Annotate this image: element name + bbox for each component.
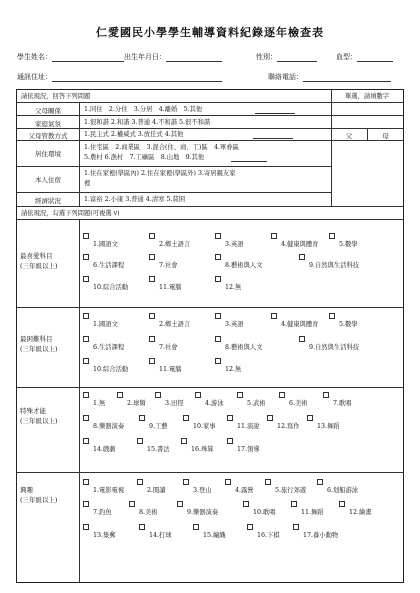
parenting-style-blank[interactable]: [253, 131, 293, 139]
option-checkbox[interactable]: [215, 313, 221, 319]
student-name-row: [17, 52, 222, 62]
option-label: 1.無: [93, 400, 106, 407]
option-checkbox[interactable]: [225, 479, 231, 485]
phone-label: 聯絡電話：: [268, 73, 303, 81]
parents-relationship-blank[interactable]: [255, 106, 295, 114]
option-label: 10.家事: [193, 423, 216, 430]
option-checkbox[interactable]: [149, 313, 155, 319]
option-label: 3.登山: [193, 487, 212, 494]
option-label: 6.划船游泳: [327, 487, 359, 494]
living-environment-options-1: 1.住宅區 2.商業區 3.混合(住、商、工)區 4.軍眷區: [84, 144, 239, 151]
living-environment-label: 居住環境: [35, 150, 61, 158]
phone-row: [268, 72, 391, 82]
economic-status-options: 1.富裕 2.小康 3.普通 4.清寒 5.貧困: [84, 196, 186, 203]
option-checkbox[interactable]: [83, 313, 89, 319]
option-label: 6.美術: [289, 400, 308, 407]
option-checkbox[interactable]: [193, 524, 199, 530]
hobby-title: 興趣: [20, 486, 33, 494]
address-label: 通訊住址：: [17, 73, 52, 81]
option-label: 4.露營: [235, 487, 254, 494]
special-talent-label: [20, 407, 58, 427]
option-checkbox[interactable]: [177, 501, 183, 507]
option-checkbox[interactable]: [149, 358, 155, 364]
option-checkbox[interactable]: [265, 479, 271, 485]
gender-field[interactable]: [277, 54, 317, 62]
option-label: 3.田徑: [165, 400, 184, 407]
hobby-grade: (三年級以上): [20, 495, 58, 504]
option-checkbox[interactable]: [307, 415, 313, 421]
option-checkbox[interactable]: [139, 415, 145, 421]
option-label: 7.釣魚: [93, 509, 112, 516]
option-label: 15.編織: [203, 532, 226, 539]
option-checkbox[interactable]: [215, 358, 221, 364]
option-checkbox[interactable]: [117, 392, 123, 398]
accommodation-options-2: 裡: [84, 180, 91, 187]
option-checkbox[interactable]: [183, 479, 189, 485]
option-label: 3.英語: [225, 241, 244, 248]
option-label: 9.自然與生活科技: [309, 344, 360, 351]
option-label: 16.下棋: [257, 532, 280, 539]
option-label: 10.綜合活動: [93, 366, 129, 373]
option-checkbox[interactable]: [83, 479, 89, 485]
option-checkbox[interactable]: [215, 254, 221, 260]
address-field[interactable]: [52, 74, 222, 82]
family-section-title: 請依現況，回答下列問題: [21, 93, 91, 100]
option-label: 7.社會: [159, 344, 178, 351]
living-environment-blank[interactable]: [231, 154, 267, 162]
option-label: 5.武術: [247, 400, 266, 407]
option-checkbox[interactable]: [227, 415, 233, 421]
option-label: 10.歌唱: [253, 509, 276, 516]
option-checkbox[interactable]: [139, 524, 145, 530]
parenting-style-label: 父母管教方式: [28, 132, 68, 140]
option-label: 1.國語文: [93, 321, 118, 328]
favorite-subject-grade: (三年級以上): [20, 261, 58, 270]
option-checkbox[interactable]: [137, 479, 143, 485]
parenting-style-options: 1.民主式 2.權威式 3.放任式 4.其他: [84, 131, 184, 138]
option-checkbox[interactable]: [83, 336, 89, 342]
option-checkbox[interactable]: [183, 415, 189, 421]
option-label: 11.舞蹈: [301, 509, 324, 516]
birth-date-label: 出生年月日：: [124, 53, 166, 61]
blood-type-field[interactable]: [357, 54, 393, 62]
option-label: 13.舞蹈: [317, 423, 340, 430]
special-talent-title: 特殊才能: [20, 407, 46, 415]
option-checkbox[interactable]: [293, 524, 299, 530]
favorite-subject-label: [20, 252, 58, 272]
address-row: [17, 72, 222, 82]
phone-field[interactable]: [303, 74, 391, 82]
living-environment-options-2: 5.農村 6.漁村 7.工礦區 8.山地 9.其他: [84, 154, 205, 161]
option-label: 14.打球: [149, 532, 172, 539]
option-label: 5.數學: [339, 321, 358, 328]
difficult-subject-grade: (三年級以上): [20, 344, 58, 353]
option-checkbox[interactable]: [329, 233, 335, 239]
option-label: 12.繪畫: [349, 509, 372, 516]
option-checkbox[interactable]: [149, 336, 155, 342]
option-checkbox[interactable]: [299, 254, 305, 260]
option-label: 2.球類: [127, 400, 146, 407]
option-checkbox[interactable]: [299, 336, 305, 342]
option-label: 14.戲劇: [93, 446, 116, 453]
option-label: 2.鄉土語言: [159, 241, 191, 248]
option-checkbox[interactable]: [317, 479, 323, 485]
option-checkbox[interactable]: [181, 438, 187, 444]
option-checkbox[interactable]: [83, 438, 89, 444]
father-label: 父: [345, 132, 353, 140]
option-label: 8.藝術與人文: [225, 344, 263, 351]
family-atmosphere-label: 家庭氣氛: [35, 120, 61, 128]
difficult-subject-label: [20, 335, 58, 355]
option-label: 2.鄉土語言: [159, 321, 191, 328]
single-choice-note: 單選，請填數字: [345, 93, 390, 100]
option-checkbox[interactable]: [215, 276, 221, 282]
option-checkbox[interactable]: [129, 501, 135, 507]
option-label: 15.書法: [147, 446, 170, 453]
option-label: 5.旅行郊遊: [275, 487, 307, 494]
economic-status-label: 經濟狀況: [35, 197, 61, 205]
special-talent-grade: (三年級以上): [20, 416, 58, 425]
option-label: 10.綜合活動: [93, 284, 129, 291]
option-checkbox[interactable]: [271, 313, 277, 319]
option-label: 9.樂器演奏: [187, 509, 219, 516]
form-table: [16, 89, 404, 583]
option-checkbox[interactable]: [83, 233, 89, 239]
option-checkbox[interactable]: [83, 524, 89, 530]
option-checkbox[interactable]: [291, 501, 297, 507]
option-label: 9.工藝: [149, 423, 168, 430]
option-label: 1.國語文: [93, 241, 118, 248]
option-label: 12.寫作: [277, 423, 300, 430]
option-label: 17.養小動物: [303, 532, 339, 539]
parents-relationship-label: 父母關係: [35, 107, 61, 115]
option-label: 4.健康與體育: [281, 321, 319, 328]
option-checkbox[interactable]: [227, 438, 233, 444]
option-checkbox[interactable]: [149, 233, 155, 239]
option-checkbox[interactable]: [83, 415, 89, 421]
option-checkbox[interactable]: [155, 392, 161, 398]
option-checkbox[interactable]: [83, 358, 89, 364]
option-label: 12.無: [225, 366, 242, 373]
option-checkbox[interactable]: [323, 392, 329, 398]
option-label: 4.游泳: [205, 400, 224, 407]
option-checkbox[interactable]: [271, 233, 277, 239]
option-label: 11.電腦: [159, 366, 182, 373]
student-name-label: 學生姓名：: [17, 53, 52, 61]
blood-type-label: 血型：: [336, 53, 357, 61]
option-checkbox[interactable]: [215, 336, 221, 342]
family-atmosphere-options: 1.很和諧 2.和諧 3.普通 4.不和諧 5.很不和諧: [84, 119, 211, 126]
page-title: 仁愛國民小學學生輔導資料紀錄逐年檢查表: [96, 26, 324, 39]
option-checkbox[interactable]: [243, 501, 249, 507]
option-checkbox[interactable]: [247, 524, 253, 530]
birth-date-field[interactable]: [166, 54, 222, 62]
blood-type-row: [336, 52, 393, 62]
option-label: 13.集郵: [93, 532, 116, 539]
option-label: 16.珠算: [191, 446, 214, 453]
hobby-label: [20, 486, 58, 506]
option-checkbox[interactable]: [83, 501, 89, 507]
student-name-field[interactable]: [52, 54, 124, 62]
option-checkbox[interactable]: [83, 392, 89, 398]
favorite-subject-title: 最喜愛科目: [20, 252, 53, 260]
option-checkbox[interactable]: [279, 392, 285, 398]
gender-label: 性別：: [256, 53, 277, 61]
gender-row: [256, 52, 317, 62]
option-checkbox[interactable]: [339, 501, 345, 507]
option-checkbox[interactable]: [215, 233, 221, 239]
option-label: 8.樂器演奏: [93, 423, 125, 430]
option-checkbox[interactable]: [83, 254, 89, 260]
option-checkbox[interactable]: [137, 438, 143, 444]
option-label: 11.電腦: [159, 284, 182, 291]
option-label: 12.無: [225, 284, 242, 291]
accommodation-label: 本人住宿: [35, 176, 61, 184]
parents-relationship-options: 1.同住 2.分住 3.分居 4.離婚 5.其他: [84, 106, 203, 113]
option-checkbox[interactable]: [267, 415, 273, 421]
interests-section-title: 請依現況，勾選下列問題(可複選 v): [21, 210, 120, 217]
accommodation-options-1: 1.住在家裡(學區內) 2.住在家裡(學區外) 3.寄居親友家: [84, 170, 236, 177]
option-label: 11.演說: [237, 423, 260, 430]
option-label: 5.數學: [339, 241, 358, 248]
option-label: 6.生活課程: [93, 344, 125, 351]
option-checkbox[interactable]: [83, 276, 89, 282]
option-label: 8.美術: [139, 509, 158, 516]
mother-label: 母: [382, 132, 389, 140]
option-checkbox[interactable]: [237, 392, 243, 398]
option-label: 3.英語: [225, 321, 244, 328]
option-checkbox[interactable]: [195, 392, 201, 398]
option-label: 8.藝術與人文: [225, 262, 263, 269]
option-label: 4.健康與體育: [281, 241, 319, 248]
option-label: 6.生活課程: [93, 262, 125, 269]
option-label: 9.自然與生活科技: [309, 262, 360, 269]
option-label: 7.歌唱: [333, 400, 352, 407]
option-label: 17.領導: [237, 446, 260, 453]
option-label: 2.閱讀: [147, 487, 166, 494]
difficult-subject-title: 最困難科目: [20, 335, 53, 343]
option-label: 1.電影電視: [93, 487, 125, 494]
option-checkbox[interactable]: [149, 254, 155, 260]
option-checkbox[interactable]: [149, 276, 155, 282]
option-checkbox[interactable]: [329, 313, 335, 319]
option-label: 7.社會: [159, 262, 178, 269]
